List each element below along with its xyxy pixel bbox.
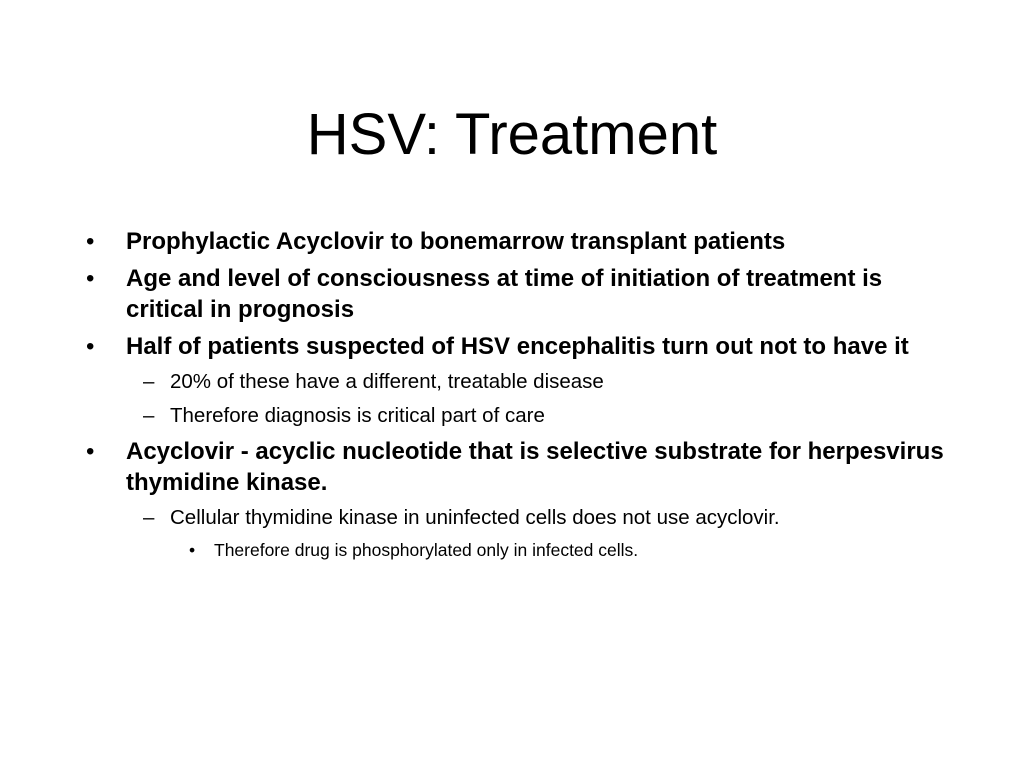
sub-bullet-text: 20% of these have a different, treatable disease (170, 370, 604, 393)
sub-bullet-item (143, 504, 946, 532)
bullet-text: Age and level of consciousness at time of initiation of treatment is critical in prognosis (126, 265, 883, 323)
dash-icon: – (143, 370, 155, 393)
sub-bullet-item (143, 368, 946, 396)
sub-sub-bullet-text: Therefore drug is phosphorylated only in infected cells. (214, 540, 639, 560)
bullet-text: Half of patients suspected of HSV encephalitis turn out not to have it (126, 333, 909, 360)
sub-bullet-text: Cellular thymidine kinase in uninfected cells does not use acyclovir. (170, 506, 780, 529)
bullet-item (86, 436, 946, 498)
sub-bullet-item (143, 402, 946, 430)
bullet-icon: • (86, 228, 95, 255)
slide-title: HSV: Treatment (306, 102, 718, 167)
small-bullet-icon: • (189, 540, 196, 560)
dash-icon: – (143, 404, 155, 427)
bullet-icon: • (86, 438, 95, 465)
slide-body (86, 226, 946, 566)
bullet-item (86, 263, 946, 325)
sub-bullet-text: Therefore diagnosis is critical part of care (170, 404, 545, 427)
bullet-icon: • (86, 333, 95, 360)
bullet-text: Acyclovir - acyclic nucleotide that is selective substrate for herpesvirus thymidine kinase. (126, 438, 944, 496)
bullet-item (86, 331, 946, 362)
sub-sub-bullet-item (189, 538, 946, 562)
bullet-icon: • (86, 265, 95, 292)
bullet-item (86, 226, 946, 257)
dash-icon: – (143, 506, 155, 529)
bullet-text: Prophylactic Acyclovir to bonemarrow transplant patients (126, 228, 786, 255)
